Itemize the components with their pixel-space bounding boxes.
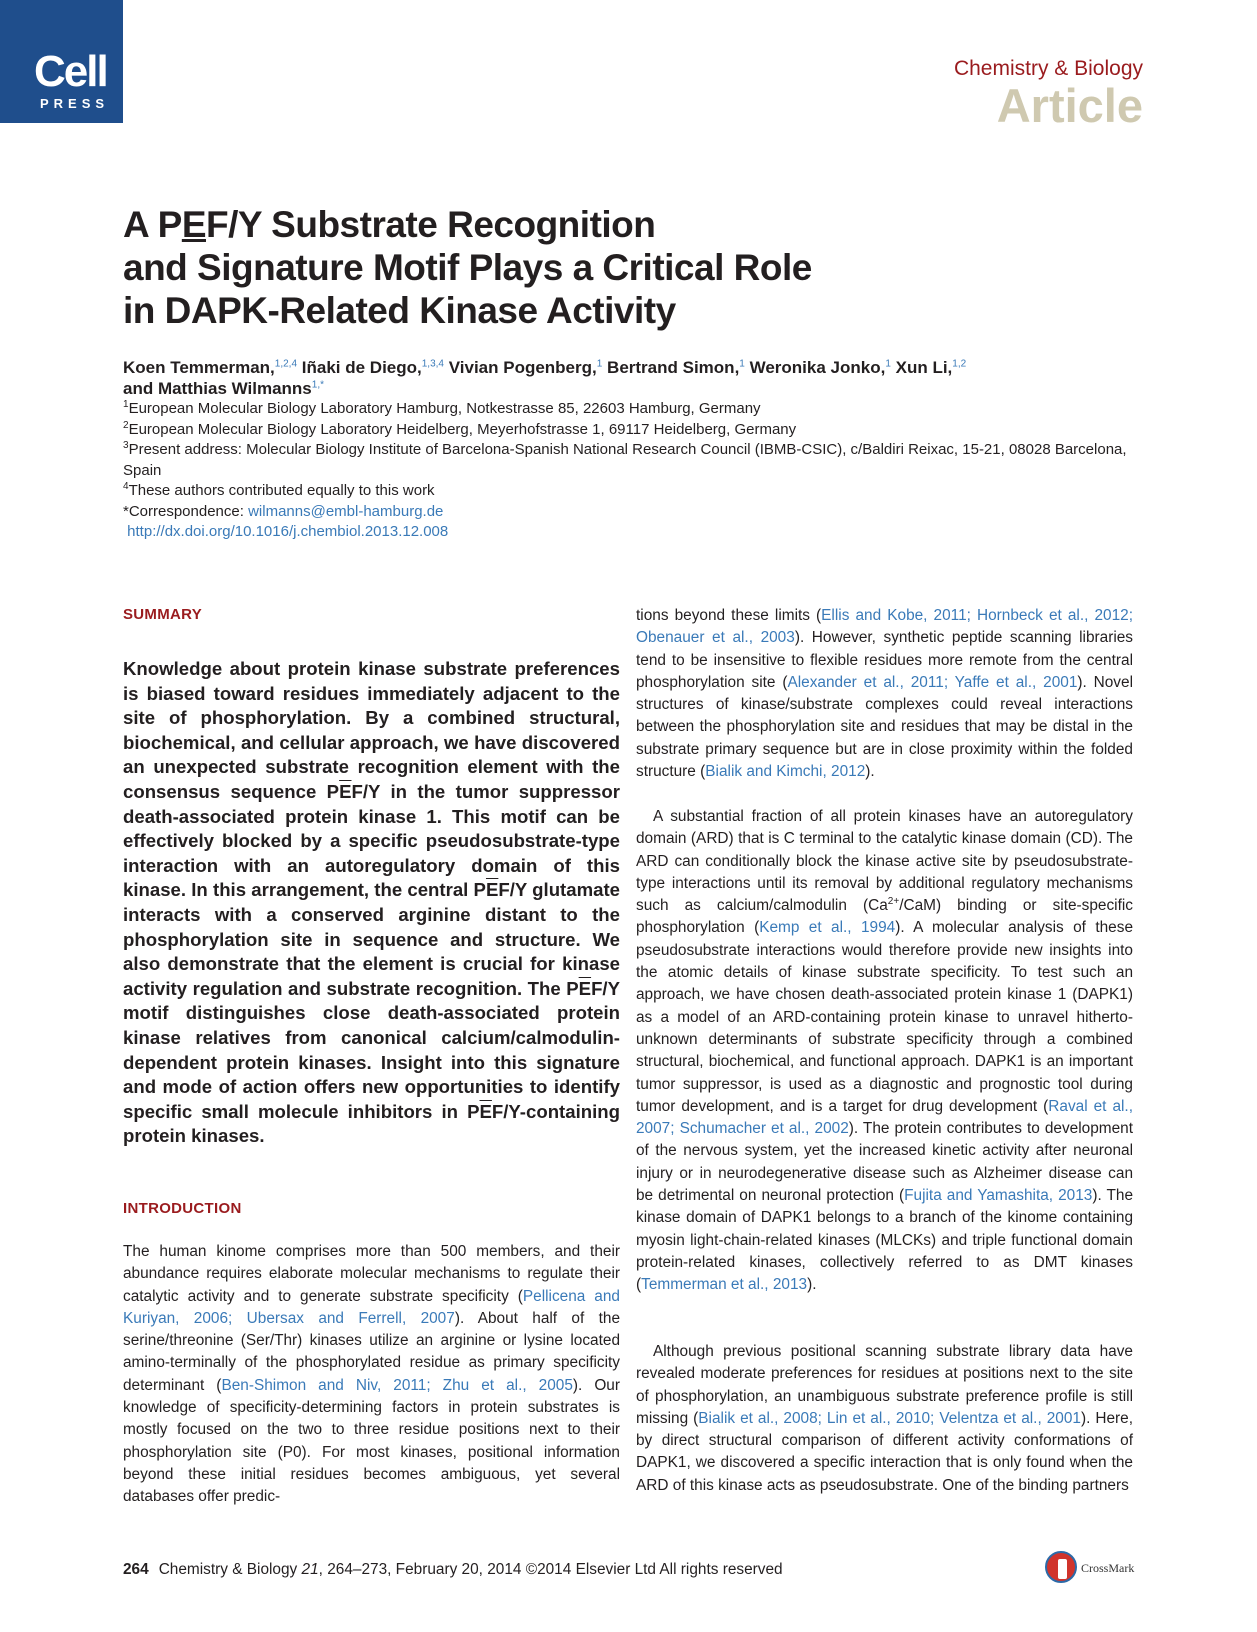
- author: Koen Temmerman,$^{1,2,4}$: [123, 358, 298, 377]
- doi-row: [123, 522, 1143, 543]
- affiliation: $^1$European Molecular Biology Laboratory Hamburg, Notkestrasse 85, 22603 Hamburg, Germany: [123, 399, 761, 417]
- logo-main-text: Cell: [34, 47, 107, 96]
- intro-paragraph-left: The human kinome comprises more than 500 members, and their abundance requires elaborate molecular mechanisms to regulate their catalytic activity and to generate substrate specificity (Pellicena and Kuriyan, 2006; Ubersax and Ferrell, 2007). About half of the serine/threonine (Ser/Thr) kinases utilize an arginine or lysine located amino-terminally of the phosphorylated residue as primary specificity determinant (Ben-Shimon and Niv, 2011; Zhu et al., 2005). Our knowledge of specificity-determining factors in protein substrates is mostly focused on the two to three residue positions next to their phosphorylation site (P0). For most kinases, positional information beyond these initial residues becomes ambiguous, yet several databases offer predic-: [123, 1243, 621, 1506]
- citation-link[interactable]: Kemp et al., 1994: [759, 919, 896, 937]
- crossmark-label: CrossMark: [1081, 1561, 1135, 1575]
- citation-link[interactable]: Bialik and Kimchi, 2012: [705, 763, 866, 781]
- doi-link[interactable]: http://dx.doi.org/10.1016/j.chembiol.2013.12.008: [127, 523, 449, 540]
- introduction-heading: INTRODUCTION: [123, 1200, 242, 1217]
- page-number: 264: [123, 1561, 149, 1578]
- author: Bertrand Simon,$^1$: [607, 358, 745, 377]
- correspondence-email-link[interactable]: wilmanns@embl-hamburg.de: [248, 502, 444, 520]
- cell-press-logo: [0, 0, 123, 123]
- summary-heading: SUMMARY: [123, 606, 203, 623]
- author: Weronika Jonko,$^1$: [749, 358, 891, 377]
- affiliation: $^4$These authors contributed equally to this work: [123, 481, 435, 499]
- affiliation: $^2$European Molecular Biology Laboratory Heidelberg, Meyerhofstrasse 1, 69117 Heidelberg, Germany: [123, 419, 797, 438]
- article-title: A PEF/Y Substrate Recognition and Signature Motif Plays a Critical Role in DAPK-Related Kinase Activity: [123, 204, 812, 331]
- crossmark-icon: [1045, 1551, 1077, 1583]
- logo-sub-text: PRESS: [40, 96, 110, 111]
- author-list: [123, 357, 1143, 399]
- article-type: Article: [996, 79, 1143, 132]
- author: Vivian Pogenberg,$^1$: [448, 358, 603, 377]
- intro-paragraph-right-3: Although previous positional scanning substrate library data have revealed moderate preferences for residues at positions next to the site of phosphorylation, an unambiguous substrate preference profile is still missing (Bialik et al., 2008; Lin et al., 2010; Velentza et al., 2001). Here, by direct structural comparison of different activity conformations of DAPK1, we discovered a specific interaction that is only found when the ARD of this kinase acts as pseudosubstrate. One of the binding partners: [636, 1343, 1133, 1494]
- author: Xun Li,$^{1,2}$: [895, 358, 967, 377]
- citation-link[interactable]: Alexander et al., 2011; Yaffe et al., 2001: [787, 673, 1078, 691]
- citation-link[interactable]: Ben-Shimon and Niv, 2011; Zhu et al., 2005: [221, 1376, 573, 1394]
- citation-link[interactable]: Ellis and Kobe, 2011; Hornbeck et al., 2012; Obenauer et al., 2003: [636, 607, 1133, 647]
- citation-link[interactable]: Temmerman et al., 2013: [641, 1276, 808, 1294]
- intro-paragraph-right-2: A substantial fraction of all protein kinases have an autoregulatory domain (ARD) that is C terminal to the catalytic kinase domain (CD). The ARD can conditionally block the kinase active site by pseudosubstrate-type interactions until its removal by additional regulatory mechanisms such as calcium/calmodulin $(Ca^{2+}/CaM)$ binding or site-specific phosphorylation (Kemp et al., 1994). A molecular analysis of these pseudosubstrate interactions would therefore provide new insights into the atomic details of kinase substrate specificity. To test such an approach, we have chosen death-associated protein kinase 1 (DAPK1) as a model of an ARD-containing protein kinase to unravel hitherto-unknown determinants of substrate specificity through a combined structural, biochemical, and functional approach. DAPK1 is an important tumor suppressor, is used as a diagnostic and prognostic tool during tumor development, and is a target for drug development (Raval et al., 2007; Schumacher et al., 2002). The protein contributes to development of the nervous system, yet the increased kinetic activity after neuronal injury or in neurodegenerative disease such as Alzheimer disease can be detrimental on neuronal protection (Fujita and Yamashita, 2013). The kinase domain of DAPK1 belongs to a branch of the kinome containing myosin light-chain-related kinases (MLCKs) and triple functional domain protein-related kinases, collectively referred to as DMT kinases (Temmerman et al., 2013).: [636, 808, 1133, 1294]
- correspondence: *Correspondence: wilmanns@embl-hamburg.de: [123, 502, 444, 520]
- citation-link[interactable]: Fujita and Yamashita, 2013: [904, 1187, 1093, 1205]
- summary-text: Knowledge about protein kinase substrate preferences is biased toward residues immediately adjacent to the site of phosphorylation. By a combined structural, biochemical, and cellular approach, we have discovered an unexpected substrate recognition element with the consensus sequence $P\overline{E}F/Y$ in the tumor suppressor death-associated protein kinase 1. This motif can be effectively blocked by a specific pseudosubstrate-type interaction with an autoregulatory domain of this kinase. In this arrangement, the central $P\overline{E}F/Y$ glutamate interacts with a conserved arginine distant to the phosphorylation site in sequence and structure. We also demonstrate that the element is crucial for kinase activity regulation and substrate recognition. The $P\overline{E}F/Y$ motif distinguishes close death-associated protein kinase relatives from canonical calcium/calmodulin-dependent protein kinases. Insight into this signature and mode of action offers new opportunities to identify specific small molecule inhibitors in $P\overline{E}F/Y$-containing protein kinases.: [123, 658, 620, 1147]
- citation-link[interactable]: Pellicena and Kuriyan, 2006; Ubersax and Ferrell, 2007: [123, 1287, 620, 1327]
- journal-name: Chemistry & Biology: [953, 57, 1143, 80]
- crossmark-badge[interactable]: [1045, 1551, 1160, 1587]
- citation-link[interactable]: Raval et al., 2007; Schumacher et al., 2002: [636, 1097, 1133, 1138]
- affiliation: $^3$Present address: Molecular Biology Institute of Barcelona-Spanish National Research Council (IBMB-CSIC), c/Baldiri Reixac, 15-21, 08028 Barcelona, Spain: [123, 440, 1127, 479]
- author: Iñaki de Diego,$^{1,3,4}$: [301, 358, 444, 377]
- page-footer: 264 Chemistry & Biology 21, 264–273, February 20, 2014 ©2014 Elsevier Ltd All rights reserved: [123, 1561, 783, 1578]
- citation-link[interactable]: Bialik et al., 2008; Lin et al., 2010; Velentza et al., 2001: [698, 1409, 1081, 1427]
- affiliations: [123, 399, 1143, 543]
- intro-paragraph-right-1: tions beyond these limits (Ellis and Kobe, 2011; Hornbeck et al., 2012; Obenauer et al., 2003). However, synthetic peptide scanning libraries tend to be insensitive to flexible residues more remote from the central phosphorylation site (Alexander et al., 2011; Yaffe et al., 2001). Novel structures of kinase/substrate complexes could reveal interactions between the phosphorylation site and residues that may be distal in the substrate primary sequence but are in close proximity within the folded structure (Bialik and Kimchi, 2012).: [636, 607, 1134, 781]
- author: and Matthias Wilmanns$^{1,*}$: [123, 379, 324, 398]
- title-underlined-e: E: [181, 204, 206, 245]
